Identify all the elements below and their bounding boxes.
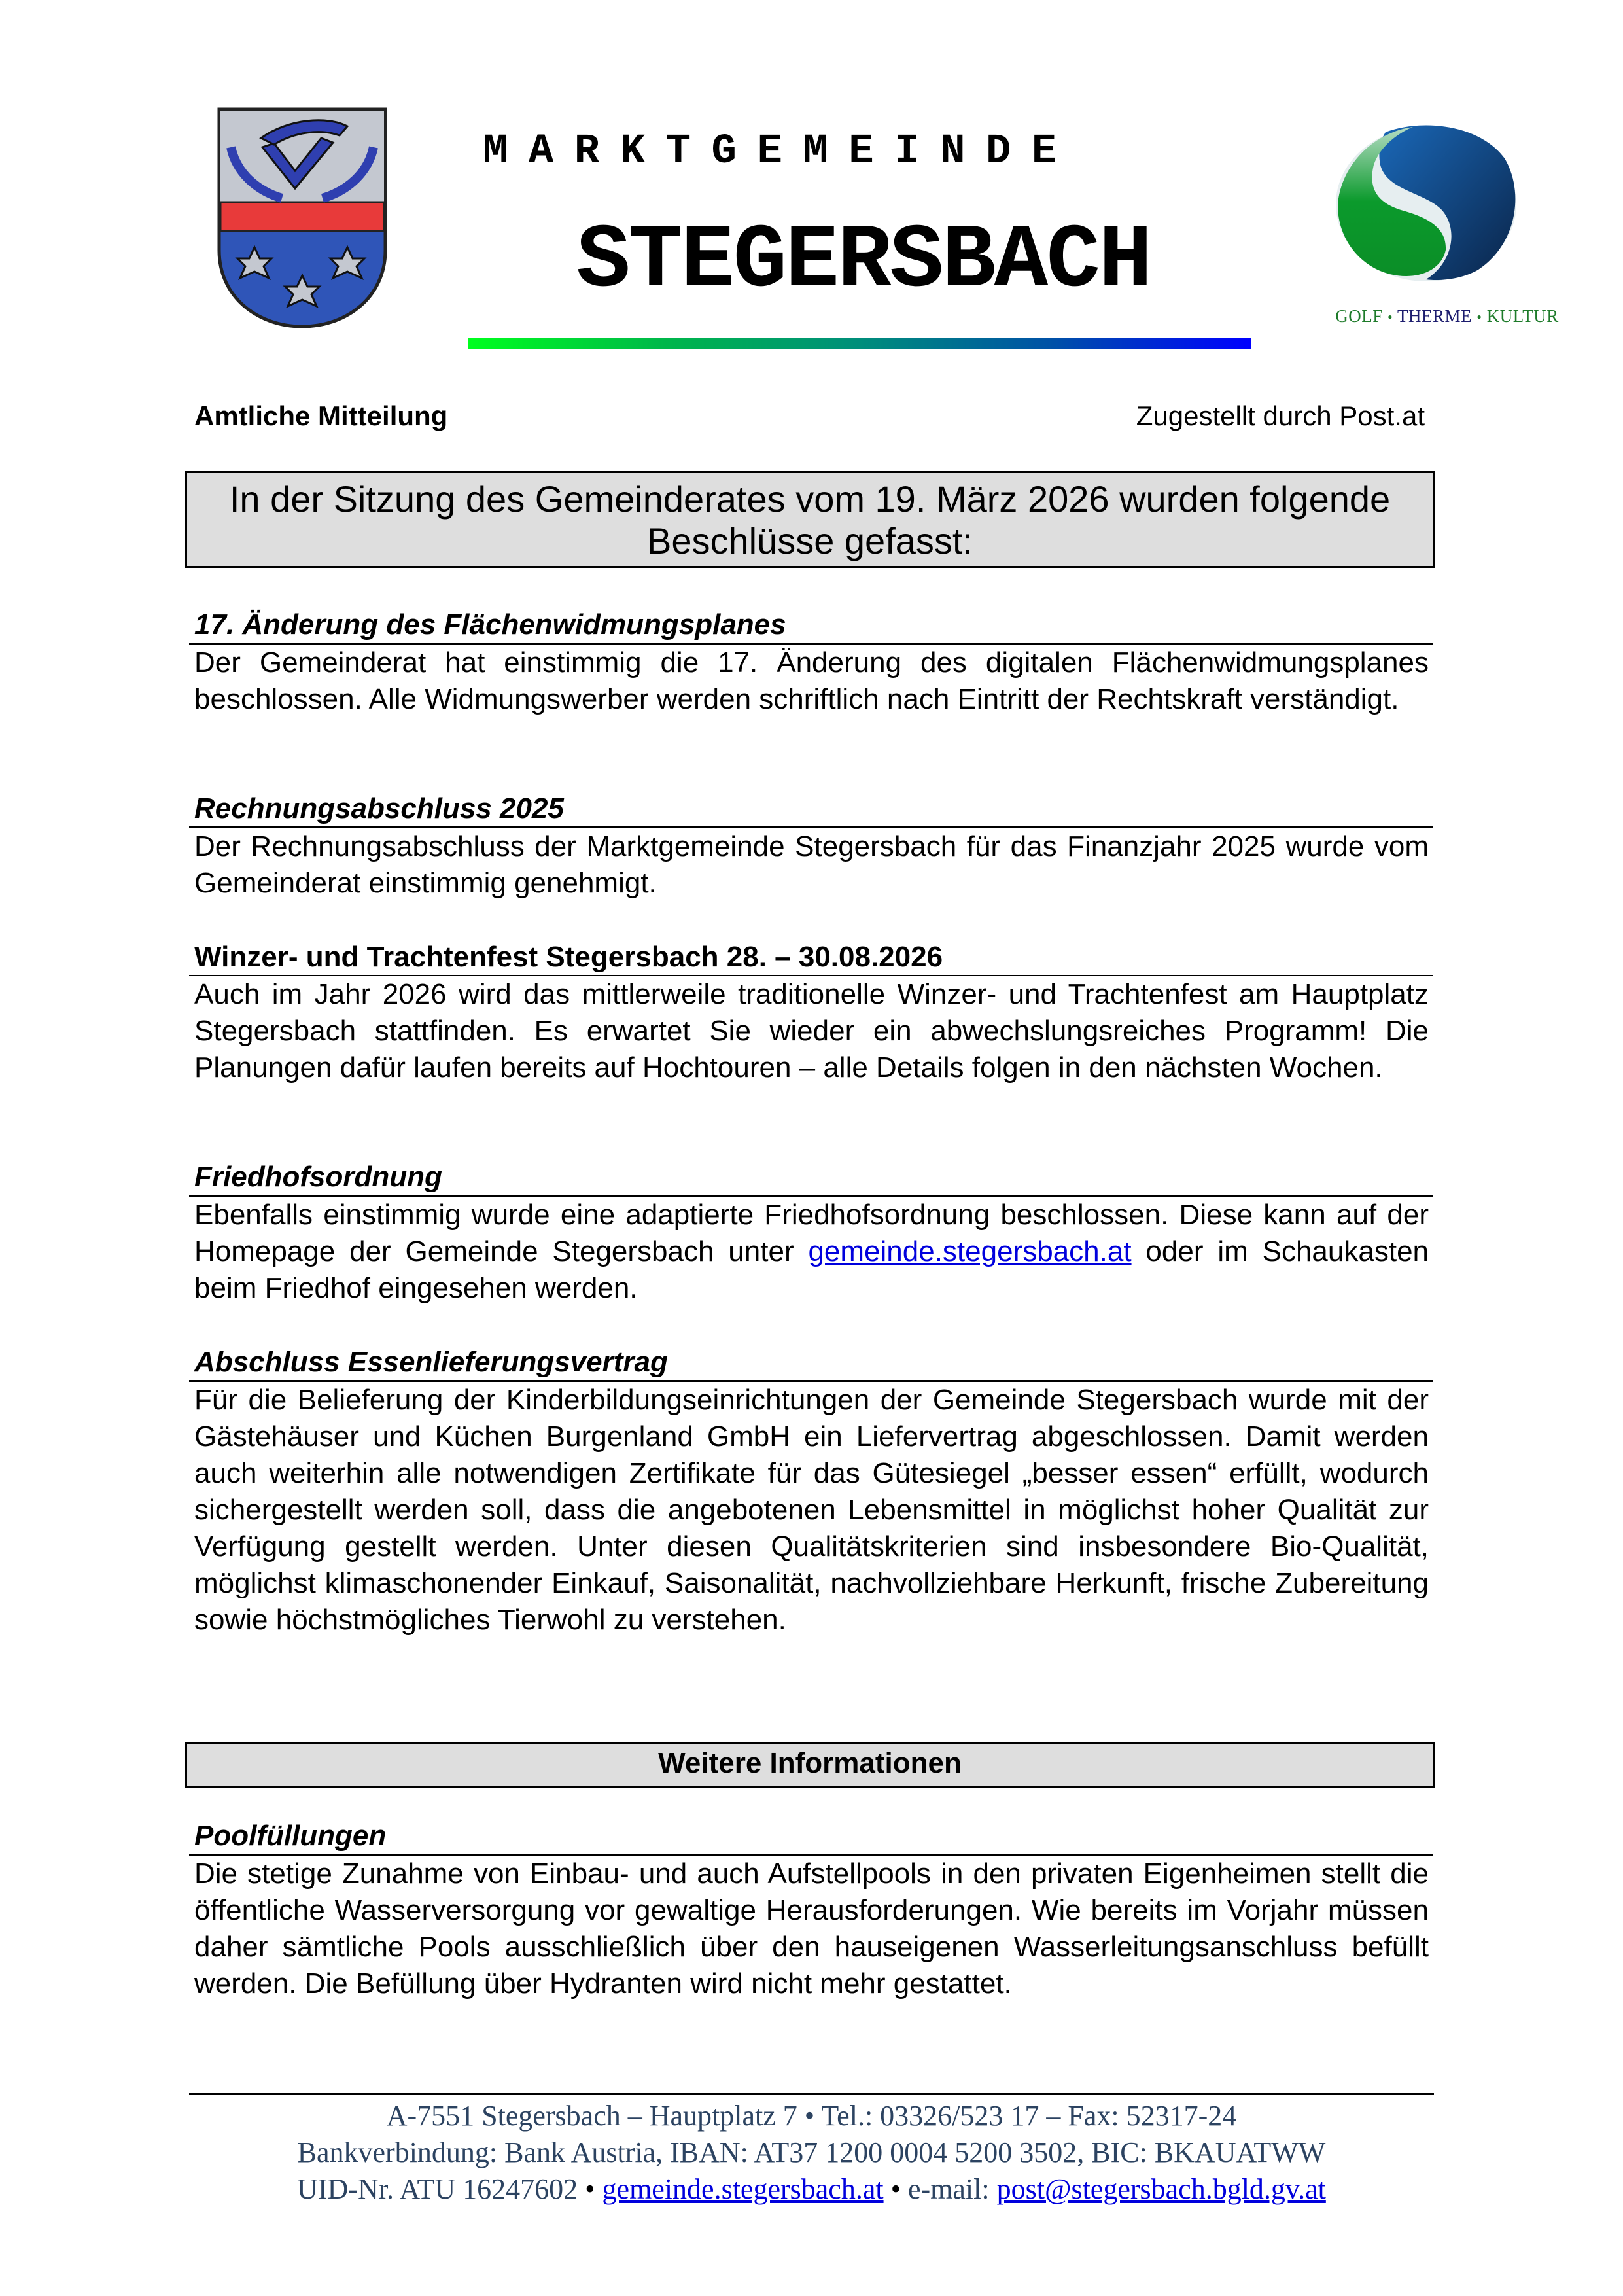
stegersbach-s-logo: [1328, 113, 1524, 286]
footer: [189, 2098, 1434, 2208]
section-body: Der Gemeinderat hat einstimmig die 17. Änderung des digitalen Flächenwidmungsplanes beschlossen. Alle Widmungswerber werden schriftlich nach Eintritt der Rechtskraft verständigt.: [194, 646, 1429, 715]
section-essenlieferung: [194, 1345, 1433, 1638]
section-body: Der Rechnungsabschluss der Marktgemeinde Stegersbach für das Finanzjahr 2025 wurde vom Gemeinderat einstimmig genehmigt.: [194, 830, 1429, 899]
section-rechnungsabschluss: [194, 791, 1433, 902]
section-body: Auch im Jahr 2026 wird das mittlerweile traditionelle Winzer- und Trachtenfest am Hauptplatz Stegersbach stattfinden. Es erwartet Sie wieder ein abwechslungsreiches Programm! Die Planungen dafür laufen bereits auf Hochtouren – alle Details folgen in den nächsten Wochen.: [194, 978, 1429, 1084]
section-heading: Poolfüllungen: [189, 1818, 1433, 1856]
section-flaechenwidmungsplan: [194, 607, 1433, 718]
homepage-link[interactable]: gemeinde.stegersbach.at: [808, 1235, 1132, 1267]
body-text: Ebenfalls einstimmig wurde eine adaptierte Friedhofsordnung beschlossen. Diese kann auf der Homepage der Gemeinde Stegersbach unter: [194, 1199, 1429, 1267]
intro-box: [185, 471, 1435, 568]
delivery-note: Zugestellt durch Post.at: [1136, 400, 1425, 431]
body-text: oder im Schaukasten beim Friedhof eingesehen werden.: [194, 1235, 1429, 1304]
intro-text: In der Sitzung des Gemeinderates vom 19. März 2026 wurden folgende Beschlüsse gefasst:: [229, 478, 1391, 561]
section-friedhofsordnung: [194, 1159, 1433, 1307]
section-poolfuellungen: [194, 1818, 1433, 2002]
footer-divider: [189, 2093, 1434, 2095]
section-body: [194, 1197, 1433, 1307]
tagline-kultur: KULTUR: [1486, 306, 1559, 326]
footer-contact: [189, 2171, 1434, 2208]
footer-website-link[interactable]: gemeinde.stegersbach.at: [602, 2173, 884, 2205]
bullet-separator: •: [585, 2173, 595, 2205]
coat-of-arms-logo: [217, 107, 388, 329]
section-heading: Rechnungsabschluss 2025: [189, 791, 1433, 828]
coat-of-arms-icon: [217, 107, 388, 329]
footer-address: A-7551 Stegersbach – Hauptplatz 7 • Tel.: 03326/523 17 – Fax: 52317-24: [386, 2100, 1237, 2132]
footer-email-link[interactable]: post@stegersbach.bgld.gv.at: [996, 2173, 1326, 2205]
section-heading: Friedhofsordnung: [189, 1159, 1433, 1197]
tagline-therme: THERME: [1397, 306, 1472, 326]
section-body: Für die Belieferung der Kinderbildungseinrichtungen der Gemeinde Stegersbach wurde mit der Gästehäuser und Küchen Burgenland GmbH ein Liefervertrag abgeschlossen. Damit werden auch weiterhin alle notwendigen Zertifikate für das Gütesiegel „besser essen“ erfüllt, wodurch sichergestellt werden soll, dass die angebotenen Lebensmittel in möglichst hoher Qualität zur Verfügung gestellt werden. Unter diesen Qualitätskriterien sind insbesondere Bio-Qualität, möglichst klimaschonender Einkauf, Saisonalität, nachvollziehbare Herkunft, frische Zubereitung sowie höchstmögliches Tierwohl zu verstehen.: [194, 1384, 1429, 1636]
tagline-golf: GOLF: [1335, 306, 1383, 326]
section-body: Die stetige Zunahme von Einbau- und auch Aufstellpools in den privaten Eigenheimen stellt die öffentliche Wasserversorgung vor gewaltige Herausforderungen. Wie bereits im Vorjahr müssen daher sämtliche Pools ausschließlich über den hauseigenen Wasserleitungsanschluss befüllt werden. Die Befüllung über Hydranten wird nicht mehr gestattet.: [194, 1858, 1429, 2000]
section-heading: Abschluss Essenlieferungsvertrag: [189, 1345, 1433, 1382]
tagline-separator: •: [1387, 309, 1393, 325]
footer-email-label: e-mail:: [900, 2173, 997, 2205]
footer-uid: UID-Nr. ATU 16247602: [297, 2173, 585, 2205]
section-winzerfest: [194, 940, 1433, 1086]
title-stegersbach: STEGERSBACH: [576, 211, 1151, 313]
gradient-bar: [468, 338, 1251, 349]
info-box-title: Weitere Informationen: [658, 1747, 962, 1779]
s-logo-icon: [1328, 113, 1524, 286]
footer-bank: Bankverbindung: Bank Austria, IBAN: AT37 1200 0004 5200 3502, BIC: BKAUATWW: [297, 2136, 1326, 2168]
tagline: [1316, 306, 1578, 327]
section-heading: 17. Änderung des Flächenwidmungsplanes: [189, 607, 1433, 645]
notice-type: Amtliche Mitteilung: [194, 400, 448, 431]
tagline-separator: •: [1476, 309, 1482, 325]
title-marktgemeinde: MARKTGEMEINDE: [483, 128, 1077, 175]
info-box: [185, 1742, 1435, 1788]
section-heading: Winzer- und Trachtenfest Stegersbach 28. – 30.08.2026: [189, 940, 1433, 976]
bullet-separator: •: [890, 2173, 901, 2205]
